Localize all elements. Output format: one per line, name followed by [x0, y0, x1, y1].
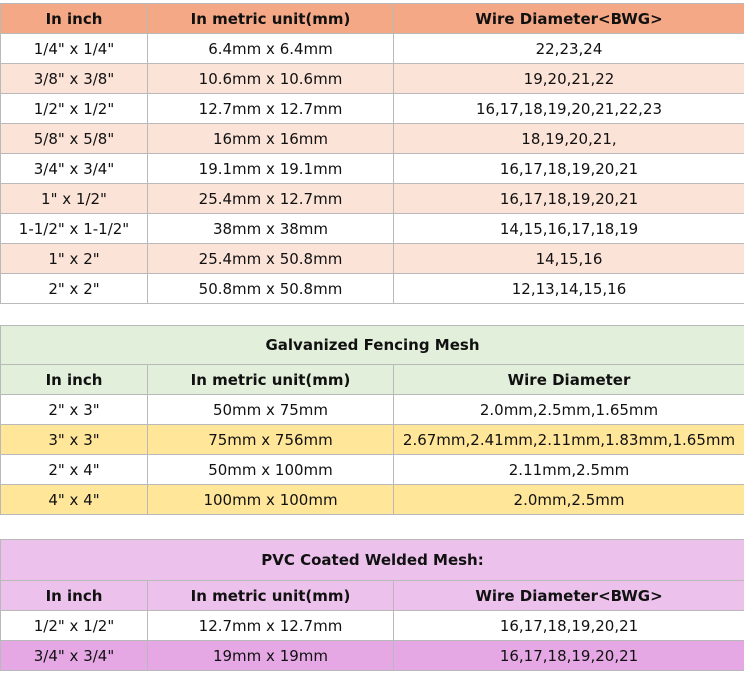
- cell-inch: 5/8" x 5/8": [1, 124, 148, 154]
- cell-metric: 12.7mm x 12.7mm: [148, 611, 394, 641]
- cell-metric: 50mm x 75mm: [148, 395, 394, 425]
- cell-inch: 1/2" x 1/2": [1, 94, 148, 124]
- table-title-row: [1, 540, 744, 581]
- cell-inch: 1" x 1/2": [1, 184, 148, 214]
- table-row: [1, 34, 744, 64]
- table-row: [1, 611, 744, 641]
- table-row: [1, 244, 744, 274]
- table-row: [1, 64, 744, 94]
- table-title-row: [1, 326, 744, 365]
- cell-metric: 19mm x 19mm: [148, 641, 394, 671]
- table-header-row: [1, 581, 744, 611]
- cell-wire: 14,15,16,17,18,19: [394, 214, 744, 244]
- cell-wire: 16,17,18,19,20,21: [394, 154, 744, 184]
- cell-wire: 22,23,24: [394, 34, 744, 64]
- table-row: [1, 124, 744, 154]
- cell-inch: 2" x 3": [1, 395, 148, 425]
- cell-metric: 25.4mm x 12.7mm: [148, 184, 394, 214]
- cell-inch: 3/8" x 3/8": [1, 64, 148, 94]
- table-title: PVC Coated Welded Mesh:: [1, 540, 744, 581]
- header-metric: In metric unit(mm): [148, 581, 394, 611]
- header-inch: In inch: [1, 4, 148, 34]
- cell-wire: 18,19,20,21,: [394, 124, 744, 154]
- cell-metric: 12.7mm x 12.7mm: [148, 94, 394, 124]
- cell-inch: 3" x 3": [1, 425, 148, 455]
- cell-metric: 50.8mm x 50.8mm: [148, 274, 394, 304]
- cell-metric: 50mm x 100mm: [148, 455, 394, 485]
- cell-wire: 16,17,18,19,20,21: [394, 641, 744, 671]
- cell-inch: 1-1/2" x 1-1/2": [1, 214, 148, 244]
- cell-metric: 19.1mm x 19.1mm: [148, 154, 394, 184]
- header-wire-diameter: Wire Diameter<BWG>: [394, 581, 744, 611]
- table-row: [1, 214, 744, 244]
- cell-inch: 4" x 4": [1, 485, 148, 515]
- cell-inch: 2" x 4": [1, 455, 148, 485]
- cell-wire: 2.11mm,2.5mm: [394, 455, 744, 485]
- cell-inch: 3/4" x 3/4": [1, 154, 148, 184]
- table-row: [1, 274, 744, 304]
- table-header-row: [1, 4, 744, 34]
- table-row: [1, 455, 744, 485]
- welded-mesh-spec-table: [0, 3, 744, 304]
- cell-wire: 16,17,18,19,20,21,22,23: [394, 94, 744, 124]
- cell-metric: 25.4mm x 50.8mm: [148, 244, 394, 274]
- table-row: [1, 94, 744, 124]
- cell-inch: 3/4" x 3/4": [1, 641, 148, 671]
- cell-metric: 10.6mm x 10.6mm: [148, 64, 394, 94]
- cell-wire: 2.67mm,2.41mm,2.11mm,1.83mm,1.65mm: [394, 425, 744, 455]
- cell-wire: 12,13,14,15,16: [394, 274, 744, 304]
- table-row: [1, 395, 744, 425]
- table-title: Galvanized Fencing Mesh: [1, 326, 744, 365]
- header-wire-diameter: Wire Diameter: [394, 365, 744, 395]
- header-inch: In inch: [1, 365, 148, 395]
- table-row: [1, 425, 744, 455]
- cell-wire: 19,20,21,22: [394, 64, 744, 94]
- cell-inch: 2" x 2": [1, 274, 148, 304]
- cell-inch: 1/2" x 1/2": [1, 611, 148, 641]
- cell-wire: 2.0mm,2.5mm: [394, 485, 744, 515]
- galvanized-fencing-mesh-table: [0, 325, 744, 515]
- table-row: [1, 485, 744, 515]
- cell-inch: 1/4" x 1/4": [1, 34, 148, 64]
- cell-metric: 16mm x 16mm: [148, 124, 394, 154]
- header-inch: In inch: [1, 581, 148, 611]
- cell-metric: 38mm x 38mm: [148, 214, 394, 244]
- cell-wire: 16,17,18,19,20,21: [394, 184, 744, 214]
- table-header-row: [1, 365, 744, 395]
- cell-metric: 6.4mm x 6.4mm: [148, 34, 394, 64]
- pvc-coated-welded-mesh-table: [0, 539, 744, 671]
- header-wire-diameter: Wire Diameter<BWG>: [394, 4, 744, 34]
- cell-wire: 2.0mm,2.5mm,1.65mm: [394, 395, 744, 425]
- table-row: [1, 184, 744, 214]
- header-metric: In metric unit(mm): [148, 365, 394, 395]
- table-row: [1, 154, 744, 184]
- cell-wire: 14,15,16: [394, 244, 744, 274]
- cell-inch: 1" x 2": [1, 244, 148, 274]
- cell-metric: 100mm x 100mm: [148, 485, 394, 515]
- cell-wire: 16,17,18,19,20,21: [394, 611, 744, 641]
- cell-metric: 75mm x 756mm: [148, 425, 394, 455]
- table-row: [1, 641, 744, 671]
- header-metric: In metric unit(mm): [148, 4, 394, 34]
